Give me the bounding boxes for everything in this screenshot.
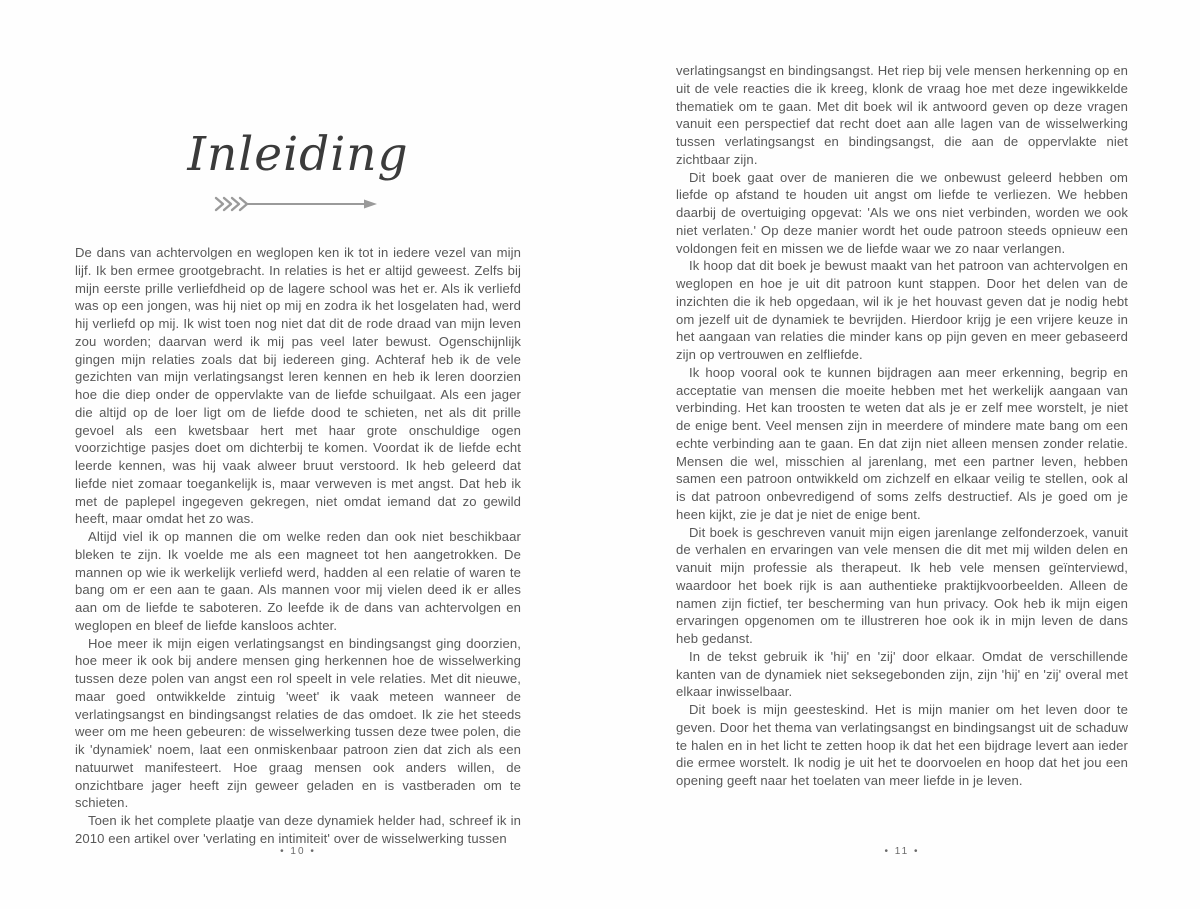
paragraph: verlatingsangst en bindingsangst. Het riep bij vele mensen herkenning op en uit de vele reacties die ik kreeg, klonk de vraag hoe met deze ingewikkelde thematiek om te gaan. Met dit boek wil ik antwoord geven op deze vragen vanuit een perspectief dat recht doet aan alle lagen van de wisselwerking tussen verlatingsangst en bindingsangst, die aan de oppervlakte niet zichtbaar zijn. [676,63,1128,167]
paragraph: Hoe meer ik mijn eigen verlatingsangst en bindingsangst ging doorzien, hoe meer ik ook bij andere mensen ging herkennen hoe de wisselwerking tussen deze polen van angst een rol speelt in vele relaties. Met dit nieuwe, maar goed ontwikkelde zintuig 'weet' ik vaak meteen wanneer de verlatingsangst en bindingsangst relaties de das omdoet. Ik zie het steeds weer om me heen gebeuren: de wisselwerking tussen deze twee polen, die ik 'dynamiek' noem, laat een onmiskenbaar patroon zien dat zich als een natuurwet manifesteert. Hoe graag mensen ook anders willen, de onzichtbare jager heeft zijn geweer geladen en is vastberaden om te schieten. [75,635,521,811]
page-left [75,0,521,909]
paragraph: De dans van achtervolgen en weglopen ken ik tot in iedere vezel van mijn lijf. Ik ben ermee grootgebracht. In relaties is het er altijd geweest. Zelfs bij mijn eerste prille verliefdheid op de lagere school was het er. Als ik verliefd was op een jongen, was hij niet op mij en zodra ik het losgelaten had, werd hij verliefd op mij. Ik wist toen nog niet dat dit de rode draad van mijn leven zou worden; daarvan werd ik mij pas veel later bewust. Ogenschijnlijk gingen mijn relaties zoals dat bij iedereen ging. Achteraf heb ik de vele gezichten van mijn verlatingsangst leren kennen en heb ik leren doorzien hoe die diep onder de oppervlakte van de liefde schuilgaat. Als een jager die altijd op de loer ligt om de liefde dood te schieten, net als dit prille gevoel als een kwetsbaar hert met haar grote onschuldige ogen voorzichtige pasjes doet om dichterbij te komen. Voordat ik de liefde echt leerde kennen, was hij vaak alweer bruut verstoord. Ik heb geleerd dat liefde niet zomaar toegankelijk is, maar verweven is met angst. Dat heb ik met de paplepel ingegeven gekregen, niet omdat iemand dat zo gewild heeft, maar omdat het zo was. [75,245,521,527]
page-number-right: • 11 • [884,846,920,857]
paragraph: Altijd viel ik op mannen die om welke reden dan ook niet beschikbaar bleken te zijn. Ik voelde me als een magneet tot hen aangetrokken. De mannen op wie ik werkelijk verliefd werd, hadden al een relatie of waren te bang om er een aan te gaan. Als mannen voor mij vielen deed ik er alles aan om de liefde te saboteren. Zo leefde ik de dans van achtervolgen en weglopen en bleef de liefde kansloos achter. [75,529,521,633]
chapter-title: Inleiding [187,127,409,182]
left-page-body [75,244,521,848]
paragraph: Toen ik het complete plaatje van deze dynamiek helder had, schreef ik in 2010 een artikel over 'verlating en intimiteit' over de wisselwerking tussen [75,813,521,846]
paragraph: Dit boek is geschreven vanuit mijn eigen jarenlange zelfonderzoek, vanuit de verhalen en ervaringen van vele mensen die dit met mij wilden delen en vanuit mijn professie als therapeut. Ik heb vele mensen geïnterviewd, waardoor het boek rijk is aan authentieke praktijkvoorbeelden. Alleen de namen zijn fictief, ter bescherming van hun privacy. Ook heb ik mijn eigen ervaringen opgenomen om te illustreren hoe ook ik in mijn leven de dans heb gedanst. [676,524,1128,646]
title-ornament [75,196,521,214]
page-right [676,0,1128,909]
arrow-ornament-icon [214,196,382,213]
right-page-body [676,62,1128,790]
page-number-left: • 10 • [280,846,316,857]
paragraph: Ik hoop dat dit boek je bewust maakt van het patroon van achtervolgen en weglopen en hoe je uit dit patroon kunt stappen. Door het delen van de inzichten die ik heb opgedaan, wil ik je het houvast geven dat je nodig hebt om jezelf uit de dynamiek te bevrijden. Hierdoor krijg je een vrijere keuze in het aangaan van relaties die minder kans op pijn geven en meer gebaseerd zijn op vertrouwen en zelfliefde. [676,258,1128,362]
paragraph: Dit boek is mijn geesteskind. Het is mijn manier om het leven door te geven. Door het thema van verlatingsangst en bindingsangst uit de schaduw te halen en in het licht te zetten hoop ik dat het een bijdrage levert aan ieder die ermee worstelt. Ik nodig je uit het te doorvoelen en hoop dat het jou een opening geeft naar het toelaten van meer liefde in je leven. [676,702,1128,788]
paragraph: In de tekst gebruik ik 'hij' en 'zij' door elkaar. Omdat de verschillende kanten van de dynamiek niet seksegebonden zijn, zijn 'hij' en 'zij' overal met elkaar inwisselbaar. [676,648,1128,700]
paragraph: Ik hoop vooral ook te kunnen bijdragen aan meer erkenning, begrip en acceptatie van mensen die moeite hebben met het werkelijk aangaan van verbinding. Het kan troosten te weten dat als je er zelf mee worstelt, je niet de enige bent. Veel mensen zijn in meerdere of mindere mate bang om een echte verbinding aan te gaan. En dat zijn niet alleen mensen zonder relatie. Mensen die wel, misschien al jarenlang, met een partner leven, hebben samen een patroon ontwikkeld om zichzelf en elkaar veilig te stellen, ook al is dat patroon onbevredigend of soms zelfs destructief. Als je goed om je heen kijkt, zie je dat je niet de enige bent. [676,364,1128,522]
paragraph: Dit boek gaat over de manieren die we onbewust geleerd hebben om liefde op afstand te houden uit angst om liefde te verliezen. We hebben daarbij de overtuiging opgevat: 'Als we ons niet verbinden, worden we ook niet verlaten.' Op deze manier wordt het oude patroon steeds opnieuw een voldongen feit en missen we de liefde waar we zo naar verlangen. [676,169,1128,256]
